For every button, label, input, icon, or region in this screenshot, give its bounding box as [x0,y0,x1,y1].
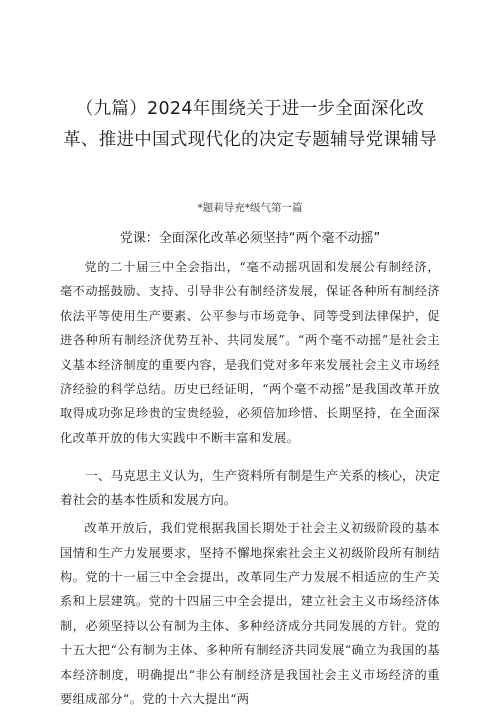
document-subtitle: *题莉导充*级气第一篇 [197,202,303,214]
section-title: 党课：全面深化改革必须坚持“两个毫不动摇” [119,231,381,246]
body-paragraph: 改革开放后，我们党根据我国长期处于社会主义初级阶段的基本国情和生产力发展要求，坚持不懈地探索社会主义初级阶段所有制结构。党的十一届三中全会提出，改革同生产力发展不相适应的生产关系和上层建筑。党的十四届三中全会提出，建立社会主义市场经济体制，必须坚持以公有制为主体、多种经济成分共同发展的方针。党的十五大把“公有制为主体、多种所有制经济共同发展“确立为我国的基本经济制度，明确提出“非公有制经济是我国社会主义市场经济的重要组成部分“。党的十六大提出“两 [60,521,440,707]
document-title: （九篇）2024年围绕关于进一步全面深化改革、推进中国式现代化的决定专题辅导党课辅导 [63,99,437,150]
section-heading: 一、马克思主义认为，生产资料所有制是生产关系的核心，决定着社会的基本性质和发展方向。 [60,468,440,508]
body-paragraph: 党的二十届三中全会指出，“毫不动摇巩固和发展公有制经济，毫不动摇鼓励、支持、引导非公有制经济发展，保证各种所有制经济依法平等使用生产要素、公平参与市场竞争、同等受到法律保护，促进各种所有制经济优势互补、共同发展”。“两个毫不动摇”是社会主义基本经济制度的重要内容，是我们党对多年来发展社会主义市场经济经验的科学总结。历史已经证明，“两个毫不动摇”是我国改革开放取得成功弥足珍贵的宝贵经验，必须倍加珍惜、长期坚持，在全面深化改革开放的伟大实践中不断丰富和发展。 [60,260,440,445]
